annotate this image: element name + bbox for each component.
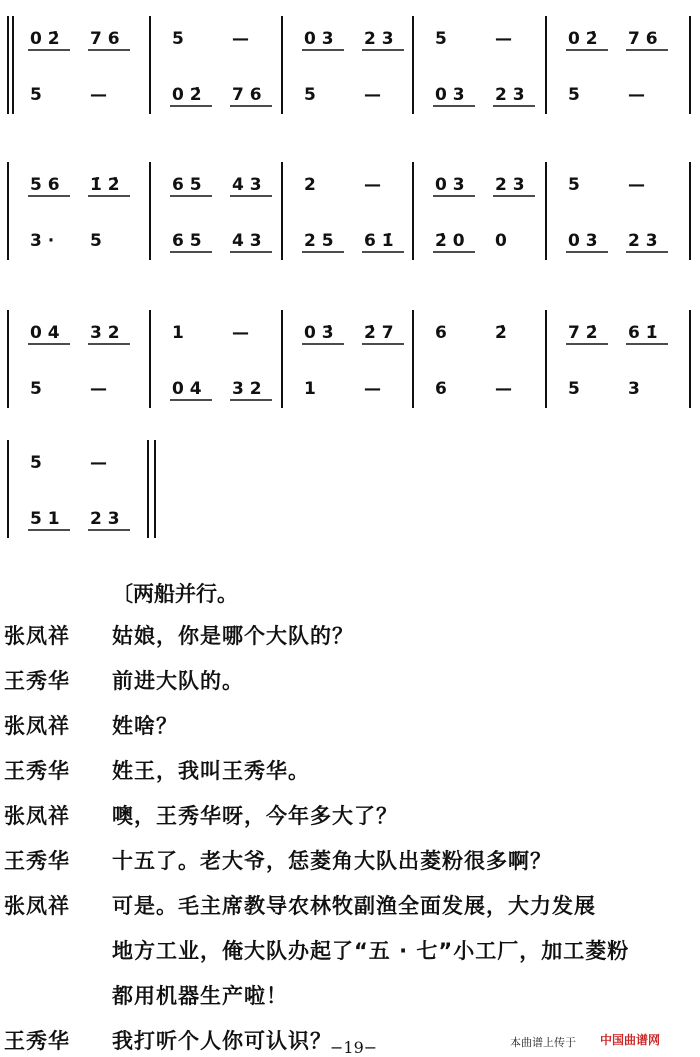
note-group: 6 bbox=[435, 323, 447, 343]
note-group: — bbox=[90, 85, 107, 105]
note-group: — bbox=[232, 29, 249, 49]
note-group: — bbox=[364, 85, 381, 105]
note-group: 5 bbox=[30, 379, 42, 399]
note-group: 7 2̇ bbox=[568, 323, 598, 343]
note-group: 1 bbox=[304, 379, 316, 399]
note-group: 4 3 bbox=[232, 175, 262, 195]
note-group: 2 5 bbox=[304, 231, 334, 251]
note-group: 2 bbox=[304, 175, 316, 195]
upload-note: 本曲谱上传于 bbox=[510, 1036, 576, 1049]
note-group: 3 2 bbox=[232, 379, 262, 399]
note-group: 5 bbox=[568, 379, 580, 399]
note-group: 0 bbox=[495, 231, 507, 251]
page-number: −19− bbox=[330, 1038, 378, 1057]
speech-text: 姓啥？ bbox=[112, 714, 178, 738]
note-group: 5 1 bbox=[30, 509, 60, 529]
note-group: 1̇ 2̇ bbox=[90, 175, 120, 195]
note-group: 2̇ bbox=[495, 323, 507, 343]
note-group: 6 1̇ bbox=[364, 231, 394, 251]
note-group: 3 bbox=[628, 379, 640, 399]
note-group: 2 3 bbox=[628, 231, 658, 251]
note-group: 2̇ 0 bbox=[435, 231, 465, 251]
speech-text: 地方工业，俺大队办起了“五 · 七”小工厂，加工菱粉 bbox=[112, 939, 630, 963]
note-group: 5 bbox=[172, 29, 184, 49]
note-group: 4 3 bbox=[232, 231, 262, 251]
note-group: 1 bbox=[172, 323, 184, 343]
speech-text: 都用机器生产啦！ bbox=[112, 984, 288, 1008]
note-group: 0 3 bbox=[568, 231, 598, 251]
note-group: 2 3 bbox=[90, 509, 120, 529]
note-group: 3 · bbox=[30, 231, 55, 251]
note-group: 5 bbox=[304, 85, 316, 105]
note-group: 0 4 bbox=[172, 379, 202, 399]
speech-text: 姑娘，你是哪个大队的？ bbox=[112, 624, 354, 648]
note-group: 0 2̇ bbox=[568, 29, 598, 49]
note-group: 5 bbox=[568, 85, 580, 105]
note-group: 0 3 bbox=[435, 175, 465, 195]
note-group: — bbox=[495, 29, 512, 49]
speech-text: 姓王，我叫王秀华。 bbox=[112, 759, 310, 783]
note-group: 7 6 bbox=[90, 29, 120, 49]
note-group: 0 2̇ bbox=[30, 29, 60, 49]
speech-text: 可是。毛主席教导农林牧副渔全面发展，大力发展 bbox=[112, 894, 596, 918]
speech-text: 我打听个人你可认识？ bbox=[112, 1029, 332, 1053]
note-group: 0 3̇ bbox=[304, 323, 334, 343]
speaker-name: 张凤祥 bbox=[4, 624, 70, 648]
note-group: 7 6 bbox=[232, 85, 262, 105]
note-group: — bbox=[364, 175, 381, 195]
note-group: — bbox=[90, 453, 107, 473]
note-group: 5 bbox=[30, 85, 42, 105]
note-group: — bbox=[90, 379, 107, 399]
note-group: — bbox=[495, 379, 512, 399]
note-group: 5 6 bbox=[30, 175, 60, 195]
note-group: 0 2̇ bbox=[172, 85, 202, 105]
note-group: — bbox=[364, 379, 381, 399]
note-group: 5 bbox=[90, 231, 102, 251]
note-group: 2̇ 7 bbox=[364, 323, 394, 343]
note-group: 6 5 bbox=[172, 231, 202, 251]
note-group: 0 3 bbox=[435, 85, 465, 105]
note-group: 5 bbox=[435, 29, 447, 49]
note-group: 3 2 bbox=[90, 323, 120, 343]
speech-text: 噢，王秀华呀，今年多大了？ bbox=[112, 804, 398, 828]
note-group: 6 bbox=[435, 379, 447, 399]
note-group: 6 5 bbox=[172, 175, 202, 195]
speech-text: 十五了。老大爷，恁菱角大队出菱粉很多啊？ bbox=[112, 849, 552, 873]
speaker-name: 张凤祥 bbox=[4, 804, 70, 828]
note-group: 2 3 bbox=[495, 85, 525, 105]
speaker-name: 王秀华 bbox=[4, 849, 70, 873]
note-group: 0 3 bbox=[304, 29, 334, 49]
speaker-name: 张凤祥 bbox=[4, 894, 70, 918]
site-logo: 中国曲谱网 bbox=[600, 1033, 661, 1047]
note-group: 2 3 bbox=[364, 29, 394, 49]
note-group: — bbox=[628, 85, 645, 105]
speaker-name: 王秀华 bbox=[4, 669, 70, 693]
stage-direction: 〔两船并行。 bbox=[112, 582, 238, 606]
speaker-name: 张凤祥 bbox=[4, 714, 70, 738]
speaker-name: 王秀华 bbox=[4, 759, 70, 783]
note-group: 0 4 bbox=[30, 323, 60, 343]
note-group: 5 bbox=[30, 453, 42, 473]
note-group: — bbox=[232, 323, 249, 343]
note-group: 2 3 bbox=[495, 175, 525, 195]
speech-text: 前进大队的。 bbox=[112, 669, 244, 693]
note-group: 5 bbox=[568, 175, 580, 195]
note-group: — bbox=[628, 175, 645, 195]
note-group: 7 6 bbox=[628, 29, 658, 49]
note-group: 6 1̇ bbox=[628, 323, 658, 343]
speaker-name: 王秀华 bbox=[4, 1029, 70, 1053]
